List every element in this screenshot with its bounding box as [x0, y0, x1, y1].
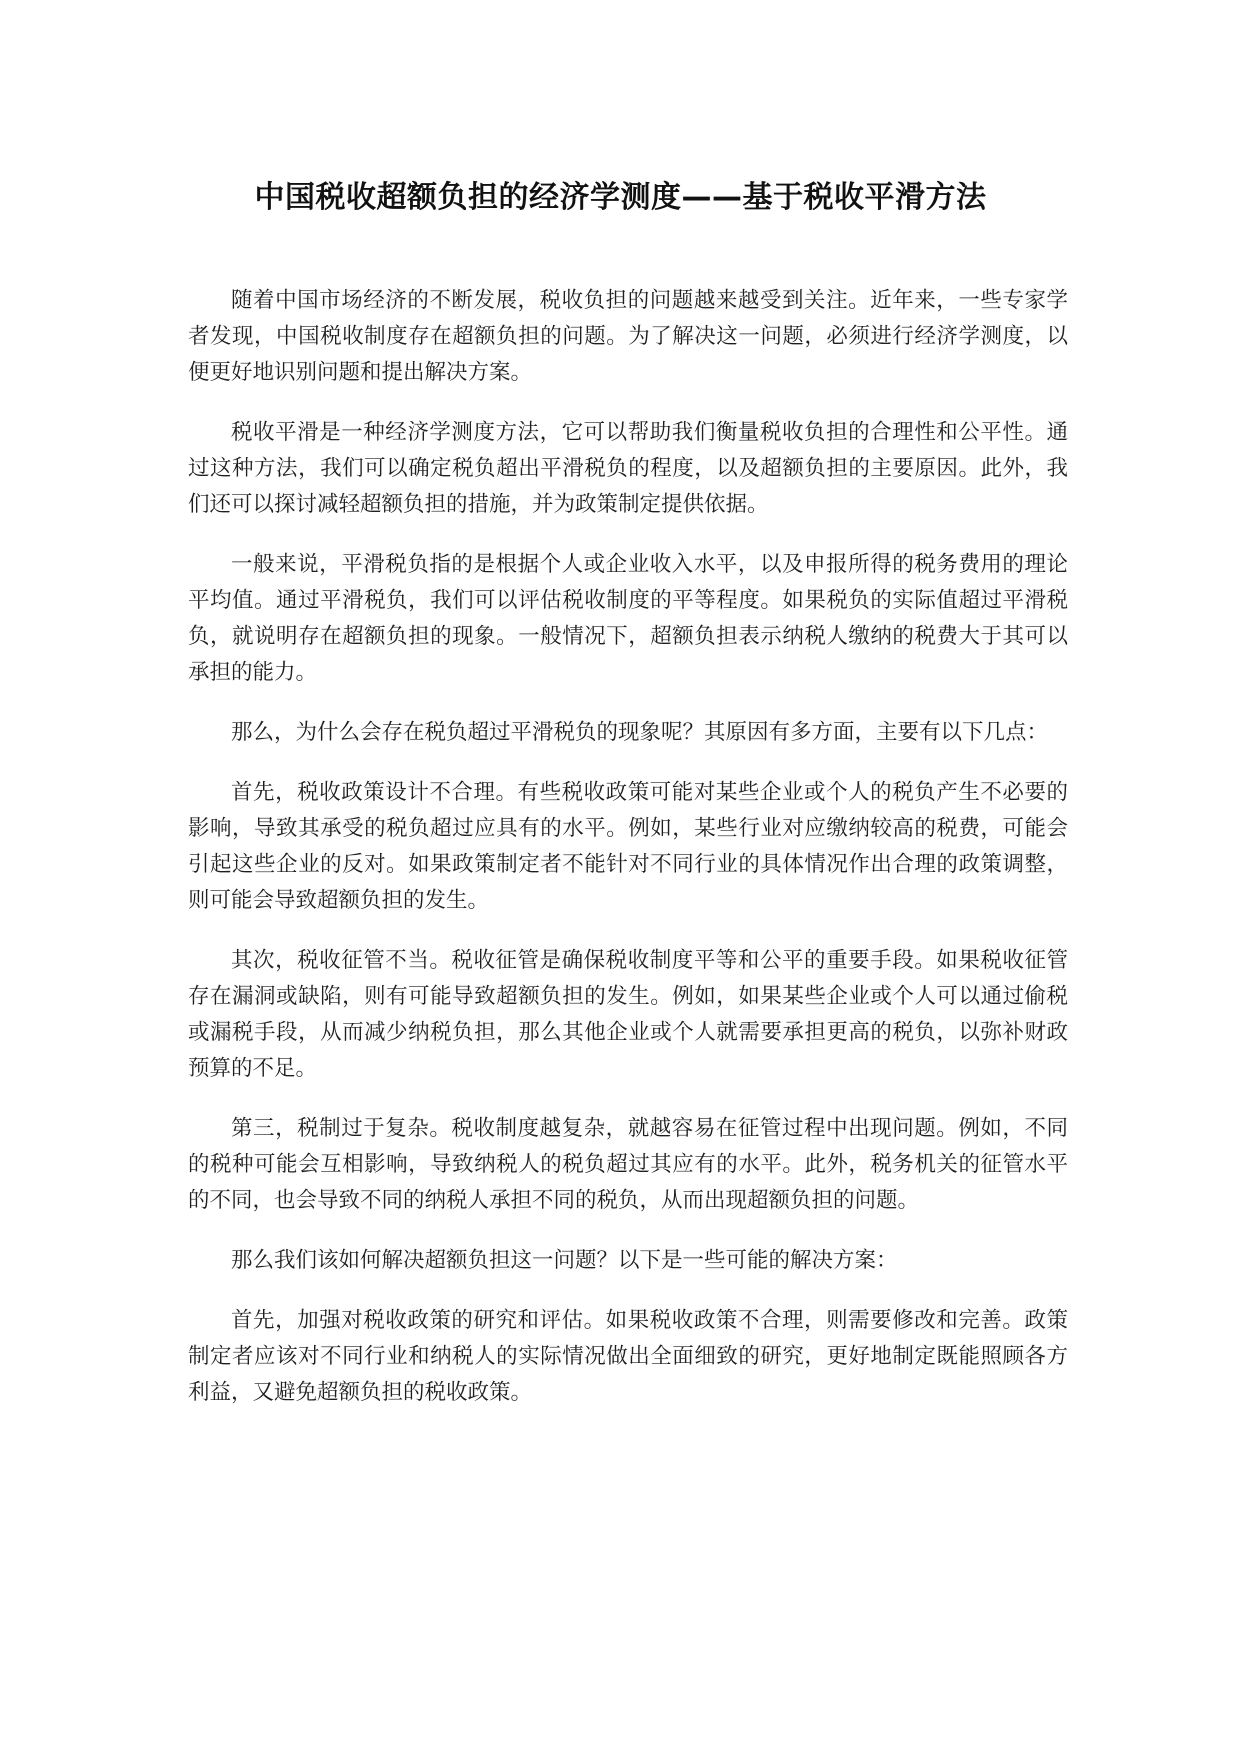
paragraph: 首先，税收政策设计不合理。有些税收政策可能对某些企业或个人的税负产生不必要的影响，导致其承受的税负超过应具有的水平。例如，某些行业对应缴纳较高的税费，可能会引起这些企业的反对。如果政策制定者不能针对不同行业的具体情况作出合理的政策调整，则可能会导致超额负担的发生。	[188, 780, 1068, 913]
paragraph: 随着中国市场经济的不断发展，税收负担的问题越来越受到关注。近年来，一些专家学者发现，中国税收制度存在超额负担的问题。为了解决这一问题，必须进行经济学测度，以便更好地识别问题和提出解决方案。	[188, 288, 1068, 385]
paragraph: 那么，为什么会存在税负超过平滑税负的现象呢？其原因有多方面，主要有以下几点：	[231, 720, 1049, 745]
paragraph: 一般来说，平滑税负指的是根据个人或企业收入水平，以及申报所得的税务费用的理论平均值。通过平滑税负，我们可以评估税收制度的平等程度。如果税负的实际值超过平滑税负，就说明存在超额负担的现象。一般情况下，超额负担表示纳税人缴纳的税费大于其可以承担的能力。	[188, 552, 1068, 685]
document-body	[188, 283, 1068, 1435]
paragraph: 那么我们该如何解决超额负担这一问题？以下是一些可能的解决方案：	[231, 1248, 898, 1273]
paragraph: 第三，税制过于复杂。税收制度越复杂，就越容易在征管过程中出现问题。例如，不同的税种可能会互相影响，导致纳税人的税负超过其应有的水平。此外，税务机关的征管水平的不同，也会导致不同的纳税人承担不同的税负，从而出现超额负担的问题。	[188, 1116, 1068, 1213]
document-title: 中国税收超额负担的经济学测度——基于税收平滑方法	[254, 180, 987, 215]
paragraph: 税收平滑是一种经济学测度方法，它可以帮助我们衡量税收负担的合理性和公平性。通过这种方法，我们可以确定税负超出平滑税负的程度，以及超额负担的主要原因。此外，我们还可以探讨减轻超额负担的措施，并为政策制定提供依据。	[188, 420, 1068, 517]
paragraph: 首先，加强对税收政策的研究和评估。如果税收政策不合理，则需要修改和完善。政策制定者应该对不同行业和纳税人的实际情况做出全面细致的研究，更好地制定既能照顾各方利益，又避免超额负担的税收政策。	[188, 1308, 1068, 1405]
paragraph: 其次，税收征管不当。税收征管是确保税收制度平等和公平的重要手段。如果税收征管存在漏洞或缺陷，则有可能导致超额负担的发生。例如，如果某些企业或个人可以通过偷税或漏税手段，从而减少纳税负担，那么其他企业或个人就需要承担更高的税负，以弥补财政预算的不足。	[188, 948, 1068, 1081]
